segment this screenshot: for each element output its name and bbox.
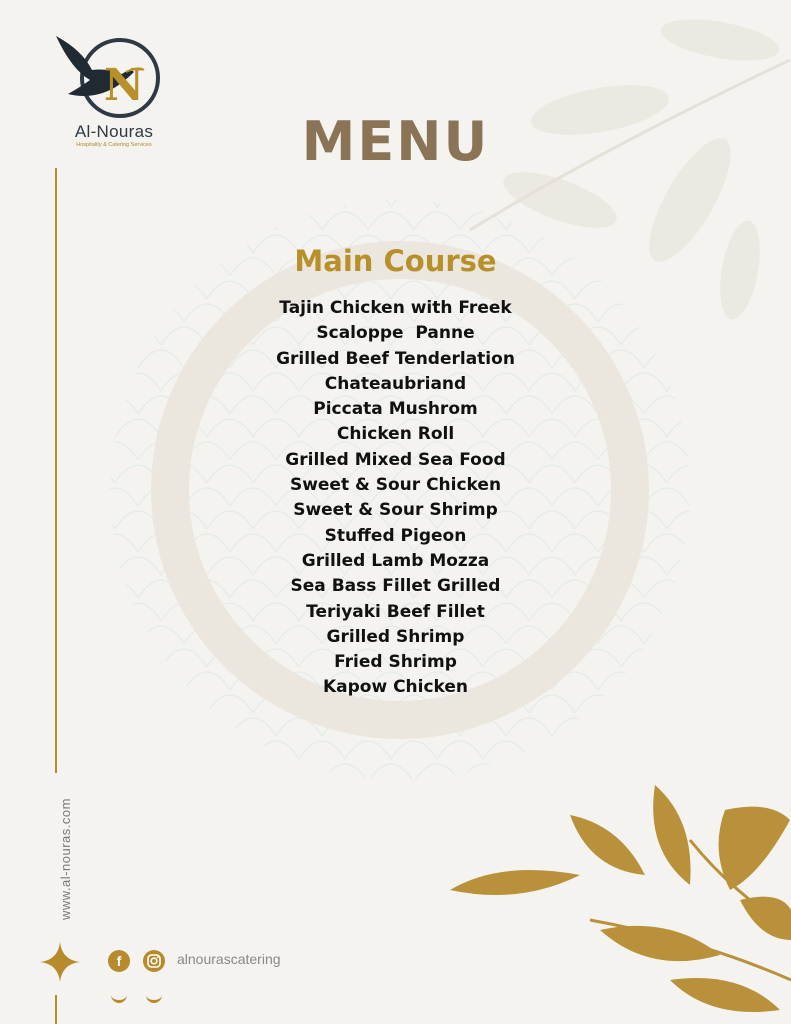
facebook-icon[interactable]: f	[108, 950, 130, 972]
menu-item: Tajin Chicken with Freek	[279, 298, 512, 318]
sparkle-icon	[40, 942, 80, 982]
menu-item: Fried Shrimp	[334, 652, 457, 673]
menu-item: Grilled Lamb Mozza	[301, 550, 490, 571]
menu-item: Chicken Roll	[336, 424, 455, 445]
menu-item: Stuffed Pigeon	[324, 525, 467, 546]
section-title: Main Course	[294, 244, 497, 278]
menu-item: Sweet & Sour Chicken	[289, 475, 502, 496]
menu-item: Sea Bass Fillet Grilled	[290, 576, 501, 597]
menu-item: Grilled Beef Tenderlation	[276, 348, 515, 369]
brand-name: Al-Nouras	[74, 122, 154, 141]
menu-items-list	[0, 296, 791, 701]
menu-item: Sweet & Sour Shrimp	[293, 500, 498, 521]
social-handle[interactable]: alnourascatering	[177, 951, 281, 967]
website-link[interactable]: www.al-nouras.com	[58, 798, 73, 920]
instagram-icon[interactable]	[143, 950, 165, 972]
menu-item: Kapow Chicken	[322, 677, 469, 698]
menu-item: Piccata Mushrom	[313, 399, 478, 420]
svg-text:N: N	[103, 60, 145, 111]
menu-item: Grilled Mixed Sea Food	[285, 449, 506, 470]
menu-title: MENU	[301, 110, 490, 173]
brand-tagline: Hospitality & Catering Services	[76, 142, 152, 148]
vertical-divider-bottom	[55, 995, 57, 1024]
gold-leaves-decoration	[440, 780, 791, 1024]
menu-item: Grilled Shrimp	[326, 626, 465, 647]
menu-item: Chateaubriand	[324, 373, 467, 394]
menu-item: Teriyaki Beef Fillet	[306, 601, 485, 622]
menu-item: Scaloppe Panne	[316, 323, 475, 344]
